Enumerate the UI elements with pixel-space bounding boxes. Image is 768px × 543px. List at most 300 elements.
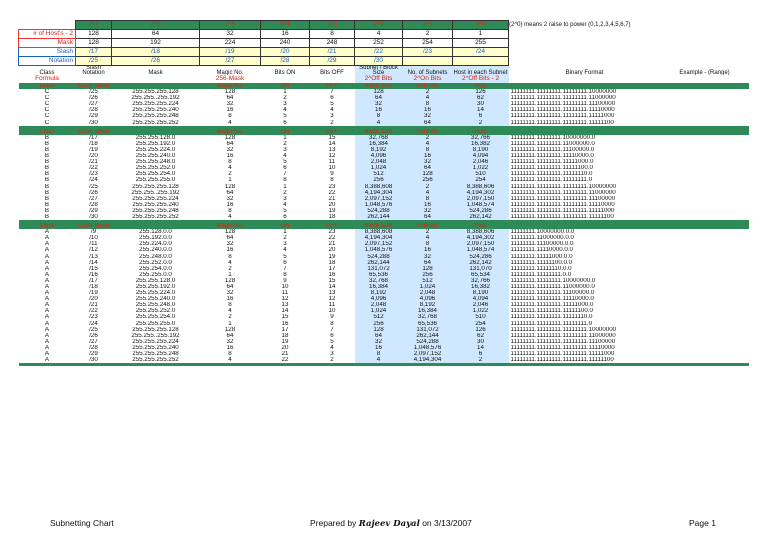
class-a-cell: 15 <box>281 314 289 321</box>
section-header-cell: Host <box>474 83 487 89</box>
section-header-cell: Host <box>474 128 487 135</box>
class-b-cell: 2,097,150 <box>453 196 509 202</box>
class-a-cell: 4,194,302 <box>453 235 509 241</box>
class-c-cell: C <box>44 95 50 102</box>
class-a-cell: /30 <box>89 357 98 364</box>
class-a-cell: 11111111.11111111.11000000.0 <box>510 284 595 290</box>
formula-cell <box>112 75 200 83</box>
class-c-cell: 6 <box>330 95 334 102</box>
class-c-cell: 128 <box>355 89 403 95</box>
class-c-cell: /25 <box>89 89 98 96</box>
class-a-cell: 255.255.255.0 <box>135 320 176 327</box>
slash-row-value: /23 <box>403 48 453 57</box>
section-header-cell: Block Size <box>364 128 393 135</box>
spacer-cell <box>661 75 749 83</box>
class-b-cell: 10 <box>328 165 336 172</box>
class-a-cell: 11111111.11111111.11111111.11110000 <box>510 344 615 351</box>
class-a-cell: 128 <box>355 327 403 333</box>
class-b-cell: 262,142 <box>453 214 509 220</box>
class-b-cell: B <box>44 213 50 220</box>
notation-row-value: /30 <box>355 57 403 66</box>
class-c-cell: 255.255..255.192 <box>131 95 180 102</box>
class-a-cell: 4 <box>228 308 232 315</box>
column-header-hosts: Host in each Subnet <box>453 66 509 76</box>
class-a-cell: 9 <box>330 314 334 321</box>
class-a-cell: 1 <box>283 229 287 236</box>
class-a-cell: 11 <box>328 302 336 309</box>
class-a-cell: 8,192 <box>355 290 403 296</box>
class-a-cell: 10 <box>328 308 336 315</box>
class-b-cell: 16,384 <box>355 141 403 147</box>
class-b-cell: 8 <box>228 159 232 166</box>
class-b-cell: 255.255.255.248 <box>132 207 179 214</box>
class-b-cell: 16 <box>226 201 234 208</box>
column-header-magic: Magic No. <box>216 69 244 75</box>
class-a-cell: 4,096 <box>403 296 453 302</box>
class-a-cell: A <box>44 284 50 290</box>
class-b-cell: /26 <box>89 189 98 196</box>
class-a-cell: A <box>44 296 50 303</box>
class-a-cell: /29 <box>89 351 98 358</box>
column-header-block: Subnet / Block Size <box>355 66 403 76</box>
footer-page: Page 1 <box>689 518 716 528</box>
class-a-cell: /22 <box>89 308 98 315</box>
class-a-cell: 4,094 <box>453 296 509 302</box>
class-a-cell: 9 <box>283 277 287 284</box>
class-b-cell: 15 <box>328 134 336 141</box>
spacer-cell <box>509 48 661 57</box>
class-a-cell: A <box>44 235 50 242</box>
class-b-cell: /23 <box>89 171 98 178</box>
class-a-cell: 64 <box>226 235 234 242</box>
class-c-cell: 5 <box>283 113 287 120</box>
class-a-cell: 6 <box>453 351 509 357</box>
class-a-cell: 2,097,150 <box>453 241 509 247</box>
class-a-cell: 131,072 <box>403 327 453 333</box>
class-a-cell: /28 <box>89 344 98 351</box>
footer-date: on 3/13/2007 <box>422 518 472 528</box>
class-b-cell: 32 <box>226 195 234 202</box>
class-c-cell: 8 <box>228 113 232 120</box>
class-b-cell: 11111111.11111111.11111111.11110000 <box>510 201 615 208</box>
hosts-row-value: 4 <box>355 30 403 39</box>
class-a-cell: 1,024 <box>403 284 453 290</box>
class-c-cell: 32 <box>355 101 403 107</box>
class-a-cell: 255.255.240.0 <box>135 296 176 303</box>
class-a-cell: A <box>44 314 50 321</box>
class-a-cell: 7 <box>283 265 287 272</box>
class-a-cell: 11111111.11111111.11111111.11000000 <box>510 332 616 339</box>
hosts-row-value: 64 <box>112 30 200 39</box>
hosts-row-value: 32 <box>200 30 261 39</box>
gap-cell <box>355 363 403 366</box>
class-b-cell: 2,097,152 <box>355 196 403 202</box>
class-a-cell: 65,536 <box>403 321 453 327</box>
class-a-cell: 11111111.11111111.11111111.11100000 <box>510 338 616 345</box>
class-a-cell: 16 <box>355 345 403 351</box>
class-a-cell: 255.252.0.0 <box>139 259 172 266</box>
class-a-cell: A <box>44 338 50 345</box>
class-a-cell: 17 <box>328 265 336 272</box>
power-cell: 2^0 <box>453 21 509 30</box>
class-b-cell: 11111111.11111111.11111111.11000000 <box>510 189 616 196</box>
power-cell: 2^3 <box>310 21 355 30</box>
class-c-cell: C <box>44 113 50 120</box>
column-header-binary: Binary Format <box>565 69 604 75</box>
class-b-cell: 11111111.11111111.11111100.0 <box>510 165 593 172</box>
class-a-cell: 2 <box>330 357 334 364</box>
class-a-cell: /18 <box>89 284 98 290</box>
class-a-cell: /16 <box>89 271 98 278</box>
class-a-cell: 22 <box>328 235 336 242</box>
class-b-cell: 8 <box>403 147 453 153</box>
class-c-cell: 32 <box>226 101 234 108</box>
mask-row-value: 240 <box>261 39 310 48</box>
class-b-cell: 2 <box>228 171 232 178</box>
class-a-cell: 16,384 <box>403 308 453 314</box>
slash-row-value: /20 <box>261 48 310 57</box>
class-a-cell: 128 <box>224 229 236 236</box>
section-header-cell: CIDR Value <box>77 83 110 89</box>
class-a-cell: 524,288 <box>403 339 453 345</box>
class-a-cell: 2 <box>283 235 287 242</box>
class-b-cell: B <box>44 171 50 178</box>
class-a-cell: 11111111.11111111.11111111.11111000 <box>510 351 615 358</box>
class-a-cell: 255.240.0.0 <box>139 247 172 254</box>
class-a-cell: 4,194,304 <box>355 235 403 241</box>
class-a-cell: 32 <box>226 290 234 297</box>
section-header-cell: ON <box>280 83 290 89</box>
class-a-cell: /13 <box>89 253 98 260</box>
section-header-cell: Host <box>474 223 487 230</box>
class-a-cell: 255.192.0.0 <box>139 235 172 242</box>
class-a-cell: 1,022 <box>453 308 509 314</box>
class-a-cell: 16 <box>226 344 234 351</box>
power-cell: 2^7 <box>76 21 112 30</box>
class-a-cell: 4 <box>355 357 403 363</box>
mask-row-value: 192 <box>112 39 200 48</box>
class-b-cell: 64 <box>403 214 453 220</box>
class-a-cell: 16,382 <box>453 284 509 290</box>
class-b-cell: 1,024 <box>355 165 403 171</box>
class-c-cell: 62 <box>453 95 509 101</box>
class-b-cell: 16 <box>403 153 453 159</box>
class-a-cell: 11111111.11111111.11111000.0 <box>510 302 594 309</box>
section-header-cell: Subnets <box>416 223 439 230</box>
class-a-cell: 128 <box>224 277 236 284</box>
class-a-cell: 64 <box>226 284 234 290</box>
spacer-cell <box>509 57 661 66</box>
class-c-cell: 64 <box>403 120 453 126</box>
class-b-cell: 255.255.255.224 <box>132 195 179 202</box>
class-b-cell: 13 <box>328 146 336 153</box>
class-a-cell: 255.255.0.0 <box>139 271 172 278</box>
class-a-cell: 14 <box>328 284 336 290</box>
class-a-cell: 16 <box>226 296 234 303</box>
class-a-cell: 510 <box>453 314 509 320</box>
gap-cell <box>403 363 453 366</box>
power-row <box>19 21 749 30</box>
notation-row-value: /27 <box>200 57 261 66</box>
class-b-cell: 11111111.11111111.11111110.0 <box>510 171 593 178</box>
class-b-cell: 128 <box>224 134 236 141</box>
class-a-cell: 14 <box>281 308 289 315</box>
mask-row <box>19 39 749 48</box>
class-b-cell: 4,194,302 <box>453 190 509 196</box>
class-a-cell: 2 <box>453 357 509 363</box>
notation-row-value: /29 <box>310 57 355 66</box>
class-a-cell: 255.254.0.0 <box>139 265 172 272</box>
class-a-cell: 16 <box>226 247 234 254</box>
class-a-cell: 1,048,574 <box>453 247 509 253</box>
class-b-cell: 32 <box>403 208 453 214</box>
class-a-cell: A <box>44 247 50 254</box>
class-b-cell: 5 <box>283 159 287 166</box>
class-b-cell: 19 <box>328 207 336 214</box>
class-c-cell: 255.255.255.128 <box>132 89 179 96</box>
formula-cell: 2^Off Bits - 2 <box>453 75 509 83</box>
class-b-cell: 11111111.11111111.11111000.0 <box>510 159 594 166</box>
class-a-cell: A <box>44 332 50 339</box>
section-header-cell: Class <box>39 128 55 135</box>
class-a-cell: 8,388,608 <box>355 229 403 235</box>
mask-row-value: 252 <box>355 39 403 48</box>
class-a-cell: /23 <box>89 314 98 321</box>
class-a-cell: A <box>44 271 50 278</box>
subnet-table <box>18 20 749 366</box>
class-b-cell: 2,048 <box>355 159 403 165</box>
class-b-cell: B <box>44 183 50 190</box>
class-b-cell: /29 <box>89 207 98 214</box>
class-a-cell: 32 <box>355 339 403 345</box>
class-b-cell: 12 <box>328 153 336 160</box>
section-header-cell: Subnets <box>416 83 439 89</box>
class-a-cell: 255.255..255.192 <box>131 332 180 339</box>
class-b-cell: /22 <box>89 165 98 172</box>
class-a-cell: 2,048 <box>355 302 403 308</box>
class-b-cell: 254 <box>453 177 509 183</box>
class-a-cell: 11111111.11111111.0.0 <box>510 271 572 278</box>
class-b-cell: 11111111.11111111.11111111.10000000 <box>510 183 617 190</box>
section-header-cell: CIDR Value <box>77 223 110 230</box>
class-b-cell: 255.255.255.0 <box>135 177 176 184</box>
class-c-cell: 4 <box>283 107 287 114</box>
slash-row-label: Slash <box>19 48 76 57</box>
class-a-cell: 17 <box>281 326 289 333</box>
class-a-cell: /21 <box>89 302 98 309</box>
class-b-cell: 11 <box>328 159 336 166</box>
class-b-cell: B <box>44 153 50 160</box>
class-c-cell: 32 <box>403 113 453 119</box>
class-a-cell: 2,048 <box>403 290 453 296</box>
class-b-cell: 524,286 <box>453 208 509 214</box>
class-b-cell: 32,766 <box>453 135 509 141</box>
class-a-cell: 11111111.11111111.11111110.0 <box>510 314 593 321</box>
class-c-cell: C <box>44 89 50 96</box>
class-a-cell: 512 <box>355 314 403 320</box>
class-a-cell: 5 <box>283 253 287 260</box>
class-b-cell: B <box>44 134 50 141</box>
class-c-cell: 2 <box>453 120 509 126</box>
class-c-cell: 6 <box>283 119 287 126</box>
class-a-cell: 16 <box>328 271 336 278</box>
class-a-cell: 11111111.11100000.0.0 <box>510 241 574 248</box>
class-a-cell: 524,286 <box>453 254 509 260</box>
class-b-cell: 6 <box>283 165 287 172</box>
class-b-cell: /18 <box>89 140 98 147</box>
class-a-cell: /14 <box>89 259 98 266</box>
class-b-cell: 255.255.224.0 <box>135 146 176 153</box>
class-c-cell: 3 <box>283 101 287 108</box>
class-c-cell: 7 <box>330 89 334 96</box>
section-header-cell: OFF <box>326 223 338 230</box>
class-a-cell: 64 <box>355 333 403 339</box>
class-b-cell: 9 <box>330 171 334 178</box>
class-c-cell: 6 <box>453 113 509 119</box>
class-a-cell: A <box>44 344 50 351</box>
class-c-cell: 64 <box>226 95 234 102</box>
class-b-cell: /21 <box>89 159 98 166</box>
class-b-cell: 8,190 <box>453 147 509 153</box>
class-a-cell: 255.255.252.0 <box>135 308 176 315</box>
formula-row <box>19 75 749 83</box>
section-header-cell: Magic No. <box>216 223 244 230</box>
section-header-cell: CIDR Value <box>77 128 110 135</box>
class-a-cell: 11111111.11111111.11111111.0 <box>510 320 593 327</box>
class-a-cell: /25 <box>89 326 98 333</box>
class-c-cell: 2 <box>330 119 334 126</box>
class-b-cell: 262,144 <box>355 214 403 220</box>
class-a-cell: 2 <box>228 314 232 321</box>
class-a-cell: 11111111.11111100.0.0 <box>510 259 573 266</box>
hosts-row-value: 16 <box>261 30 310 39</box>
class-a-cell: 65,536 <box>355 272 403 278</box>
class-b-cell: 21 <box>328 195 336 202</box>
power-cell: 2^2 <box>355 21 403 30</box>
class-a-cell: 262,144 <box>355 260 403 266</box>
class-c-cell: 11111111.11111111.11111111.11000000 <box>510 95 616 102</box>
class-a-cell: 131,072 <box>355 266 403 272</box>
hosts-row-value: 2 <box>403 30 453 39</box>
class-b-cell: 256 <box>403 177 453 183</box>
class-b-cell: 1,048,574 <box>453 202 509 208</box>
class-a-cell: 255.224.0.0 <box>139 241 172 248</box>
class-b-cell: 4 <box>283 153 287 160</box>
power-cell: 2^5 <box>200 21 261 30</box>
class-b-cell: B <box>44 159 50 166</box>
class-c-cell: 30 <box>453 101 509 107</box>
class-a-cell: /26 <box>89 332 98 339</box>
class-b-cell: 512 <box>355 171 403 177</box>
power-cell: 2^4 <box>261 21 310 30</box>
class-c-cell: /26 <box>89 95 98 102</box>
class-a-cell: 524,288 <box>355 254 403 260</box>
notation-row-label: Notation <box>19 57 76 66</box>
class-a-cell: 256 <box>403 272 453 278</box>
class-a-cell: 62 <box>453 333 509 339</box>
class-a-cell: 5 <box>330 338 334 345</box>
class-b-cell: 64 <box>226 189 234 196</box>
class-c-cell: C <box>44 107 50 114</box>
formula-cell <box>76 75 112 83</box>
spacer-cell <box>509 30 661 39</box>
class-c-cell: 255.255.255.224 <box>132 101 179 108</box>
class-a-cell: 64 <box>403 260 453 266</box>
class-c-cell: 8 <box>403 101 453 107</box>
class-b-cell: 1 <box>283 134 287 141</box>
class-a-cell: 262,142 <box>453 260 509 266</box>
mask-row-value: 255 <box>453 39 509 48</box>
class-c-cell: 255.255.255.240 <box>132 107 179 114</box>
class-a-cell: 254 <box>453 321 509 327</box>
class-a-cell: 255.255.255.240 <box>132 344 179 351</box>
class-b-cell: 2 <box>283 140 287 147</box>
chart-area <box>18 20 748 366</box>
class-b-cell: 11111111.11111111.11111111.11111000 <box>510 207 615 214</box>
class-b-cell: B <box>44 195 50 202</box>
section-header-cell: ON <box>280 223 290 230</box>
class-a-cell: 128 <box>403 266 453 272</box>
class-a-cell: 1 <box>228 271 232 278</box>
class-b-cell: 255.255.255.252 <box>132 213 179 220</box>
class-c-cell: 5 <box>330 101 334 108</box>
class-a-cell: 3 <box>330 351 334 358</box>
class-b-cell: 2 <box>403 135 453 141</box>
class-b-cell: 255.255.255.128 <box>132 183 179 190</box>
class-a-cell: 32,768 <box>355 278 403 284</box>
notation-row-value <box>403 57 453 66</box>
class-b-cell: 8,192 <box>355 147 403 153</box>
class-a-cell: A <box>44 265 50 272</box>
class-b-cell: 1 <box>228 177 232 184</box>
notation-row <box>19 57 749 66</box>
class-b-cell: 4,096 <box>355 153 403 159</box>
class-a-cell: 32,766 <box>453 278 509 284</box>
class-a-cell: 126 <box>453 327 509 333</box>
class-a-cell: 4,194,304 <box>403 357 453 363</box>
class-a-cell: 131,070 <box>453 266 509 272</box>
class-a-cell: 4 <box>330 344 334 351</box>
class-b-cell: 4 <box>228 165 232 172</box>
class-a-cell: 8 <box>330 320 334 327</box>
class-b-cell: 8,388,608 <box>355 184 403 190</box>
class-b-cell: 4 <box>283 201 287 208</box>
class-b-cell: 4 <box>228 213 232 220</box>
class-b-cell: 255.255.192.0 <box>135 140 176 147</box>
hosts-row-value: 128 <box>76 30 112 39</box>
formula-cell: Formula <box>35 75 59 82</box>
section-header-cell: Subnets <box>416 128 439 135</box>
class-b-cell: 1 <box>283 183 287 190</box>
mask-row-label: Mask <box>19 39 76 48</box>
class-a-cell: 8 <box>228 302 232 309</box>
class-b-cell: /25 <box>89 183 98 190</box>
section-header-cell: Block Size <box>364 83 393 89</box>
class-b-cell: 4,194,304 <box>355 190 403 196</box>
class-b-cell: /20 <box>89 153 98 160</box>
class-c-cell: 16 <box>226 107 234 114</box>
class-a-cell: 12 <box>328 296 336 303</box>
class-b-cell: 64 <box>403 165 453 171</box>
class-b-cell: 510 <box>453 171 509 177</box>
class-a-cell: 8,388,606 <box>453 229 509 235</box>
class-c-cell: 2 <box>403 89 453 95</box>
class-a-cell: A <box>44 326 50 333</box>
class-a-cell: 21 <box>328 241 336 248</box>
section-header-cell: Magic No. <box>216 128 244 135</box>
class-a-cell: 30 <box>453 339 509 345</box>
class-c-cell: 3 <box>330 113 334 120</box>
